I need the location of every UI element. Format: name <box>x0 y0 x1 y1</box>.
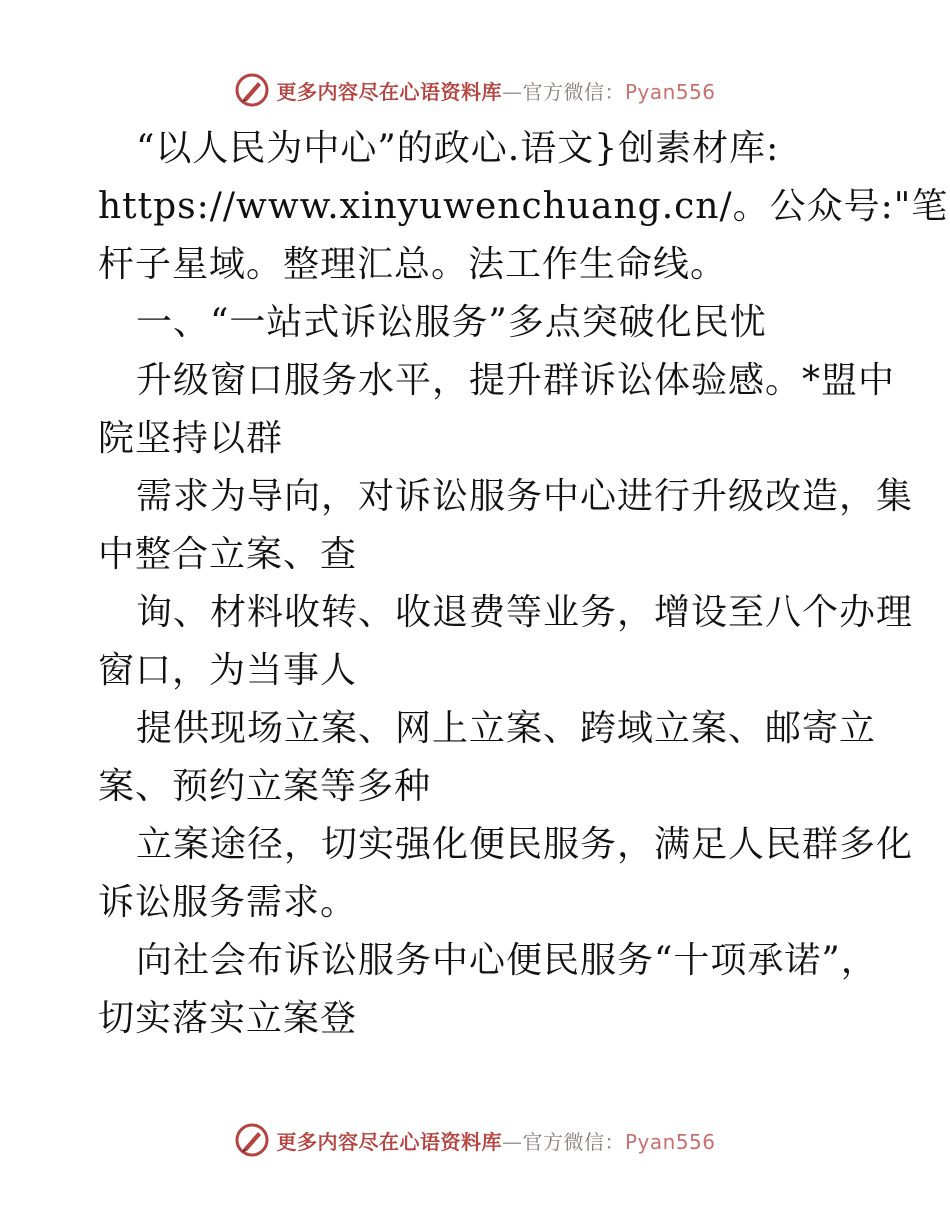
body-line: 立案途径，切实强化便民服务，满足人民群多化 <box>136 824 914 865</box>
body-line: “以人民为中心”的政心.语文}创素材库: <box>136 128 780 169</box>
body-line: https://www.xinyuwenchuang.cn/。公众号:"笔 <box>98 186 949 227</box>
header-banner-text <box>276 76 715 105</box>
footer-dash: — <box>501 1129 523 1154</box>
body-line: 提供现场立案、网上立案、跨域立案、邮寄立 <box>136 708 877 749</box>
footer-official-label: 官方微信： <box>522 1129 625 1154</box>
header-official-label: 官方微信： <box>522 79 625 104</box>
body-line: 窗口，为当事人 <box>98 650 358 691</box>
footer-banner <box>0 1120 950 1160</box>
header-banner <box>0 70 950 110</box>
body-line: 向社会布诉讼服务中心便民服务“十项承诺”， <box>136 940 878 981</box>
document-body <box>98 120 949 1048</box>
body-line: 切实落实立案登 <box>98 998 358 1039</box>
body-line: 院坚持以群 <box>98 418 284 459</box>
body-line: 中整合立案、查 <box>98 534 358 575</box>
header-wechat-id: Pyan556 <box>624 79 716 104</box>
body-line: 升级窗口服务水平，提升群诉讼体验感。*盟中 <box>136 360 896 401</box>
body-line: 案、预约立案等多种 <box>98 766 432 807</box>
footer-banner-text <box>276 1126 715 1155</box>
header-dash: — <box>501 79 523 104</box>
pen-nib-logo-icon <box>234 72 270 108</box>
pen-nib-logo-icon <box>234 1122 270 1158</box>
body-line: 需求为导向，对诉讼服务中心进行升级改造，集 <box>136 476 914 517</box>
section-heading: 一、“一站式诉讼服务”多点突破化民忧 <box>136 302 767 343</box>
body-line: 询、材料收转、收退费等业务，增设至八个办理 <box>136 592 914 633</box>
body-line: 诉讼服务需求。 <box>98 882 358 923</box>
footer-brand: 更多内容尽在心语资料库 <box>276 1129 502 1154</box>
header-brand: 更多内容尽在心语资料库 <box>276 79 502 104</box>
footer-wechat-id: Pyan556 <box>624 1129 716 1154</box>
body-line: 杆子星域。整理汇总。法工作生命线。 <box>98 244 728 285</box>
